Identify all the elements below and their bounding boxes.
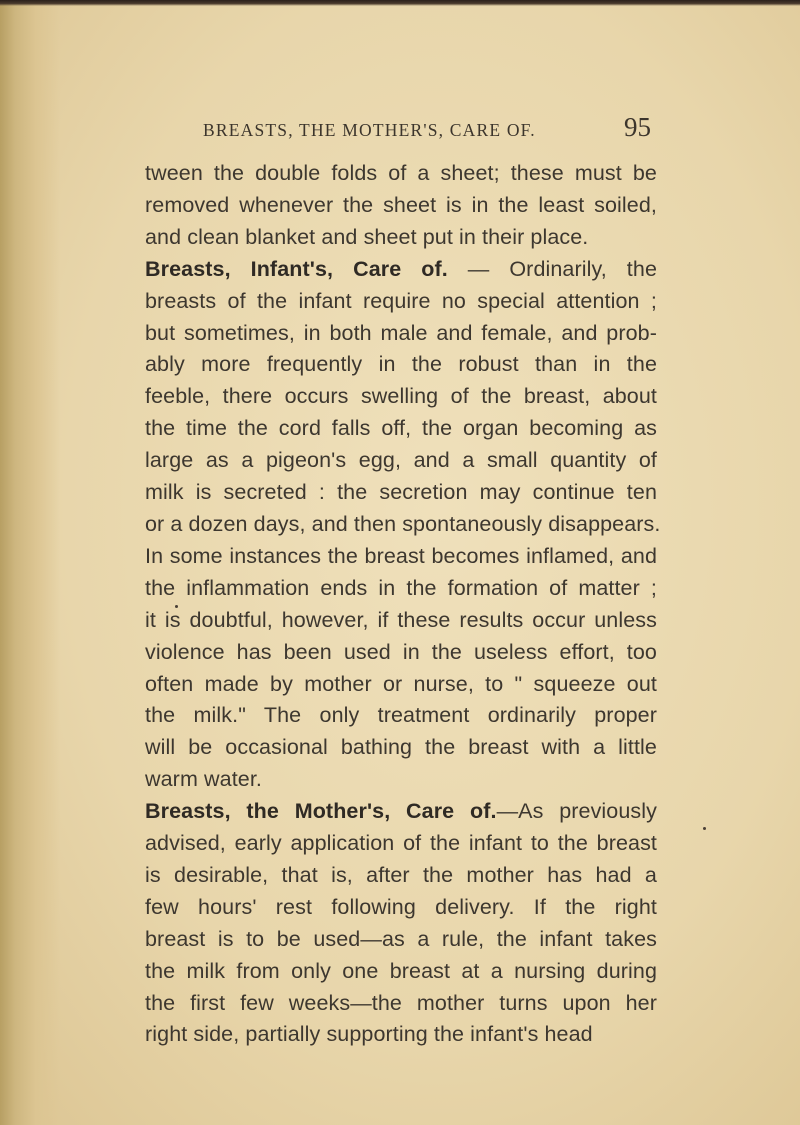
- text-line: is desirable, that is, after the mother has had a: [145, 862, 657, 887]
- text-line: ably more frequently in the robust than in the: [145, 352, 657, 377]
- text-line: the first few weeks—the mother turns upon her: [145, 990, 657, 1015]
- text-line: violence has been used in the useless effort, too: [145, 639, 657, 664]
- text-line: large as a pigeon's egg, and a small quantity of: [145, 448, 657, 473]
- body-text: [145, 158, 661, 1051]
- entry-heading: Breasts, Infant's, Care of.: [145, 256, 448, 281]
- text-line: the time the cord falls off, the organ becoming as: [145, 416, 657, 441]
- running-header: [0, 112, 800, 152]
- text-line: the milk." The only treatment ordinarily proper: [145, 703, 657, 728]
- entry-text: —As previously: [496, 799, 657, 824]
- entry-text: — Ordinarily, the: [447, 256, 657, 281]
- text-line: often made by mother or nurse, to " squeeze out: [145, 671, 657, 696]
- text-line: will be occasional bathing the breast with a little: [145, 735, 657, 760]
- text-line: right side, partially supporting the infant's head: [145, 1022, 593, 1047]
- entry-first-line: [145, 796, 657, 828]
- margin-mark: [703, 827, 706, 830]
- text-line: breasts of the infant require no special attention ;: [145, 288, 657, 313]
- text-line: warm water.: [145, 767, 262, 792]
- text-line: feeble, there occurs swelling of the breast, about: [145, 384, 657, 409]
- text-line: In some instances the breast becomes inflamed, and: [145, 543, 657, 568]
- text-line: but sometimes, in both male and female, and prob-: [145, 320, 657, 345]
- entry-first-line: [145, 254, 657, 286]
- text-line: removed whenever the sheet is in the least soiled,: [145, 192, 657, 217]
- page-top-edge: [0, 0, 800, 6]
- running-title: BREASTS, THE MOTHER'S, CARE OF.: [203, 120, 536, 140]
- text-line: the milk from only one breast at a nursing during: [145, 958, 657, 983]
- text-line: or a dozen days, and then spontaneously disappears.: [145, 511, 661, 536]
- text-line: tween the double folds of a sheet; these must be: [145, 161, 657, 185]
- text-line: milk is secreted : the secretion may continue ten: [145, 480, 657, 505]
- text-line: the inflammation ends in the formation of matter ;: [145, 575, 657, 600]
- text-line: breast is to be used—as a rule, the infant takes: [145, 926, 657, 951]
- page-number: 95: [624, 112, 651, 142]
- page-binding-shadow: [0, 0, 60, 1125]
- text-line: few hours' rest following delivery. If the right: [145, 894, 657, 919]
- text-line: and clean blanket and sheet put in their place.: [145, 224, 589, 249]
- text-line: advised, early application of the infant to the breast: [145, 831, 657, 856]
- text-line: it is doubtful, however, if these results occur unless: [145, 607, 657, 632]
- entry-heading: Breasts, the Mother's, Care of.: [145, 799, 497, 824]
